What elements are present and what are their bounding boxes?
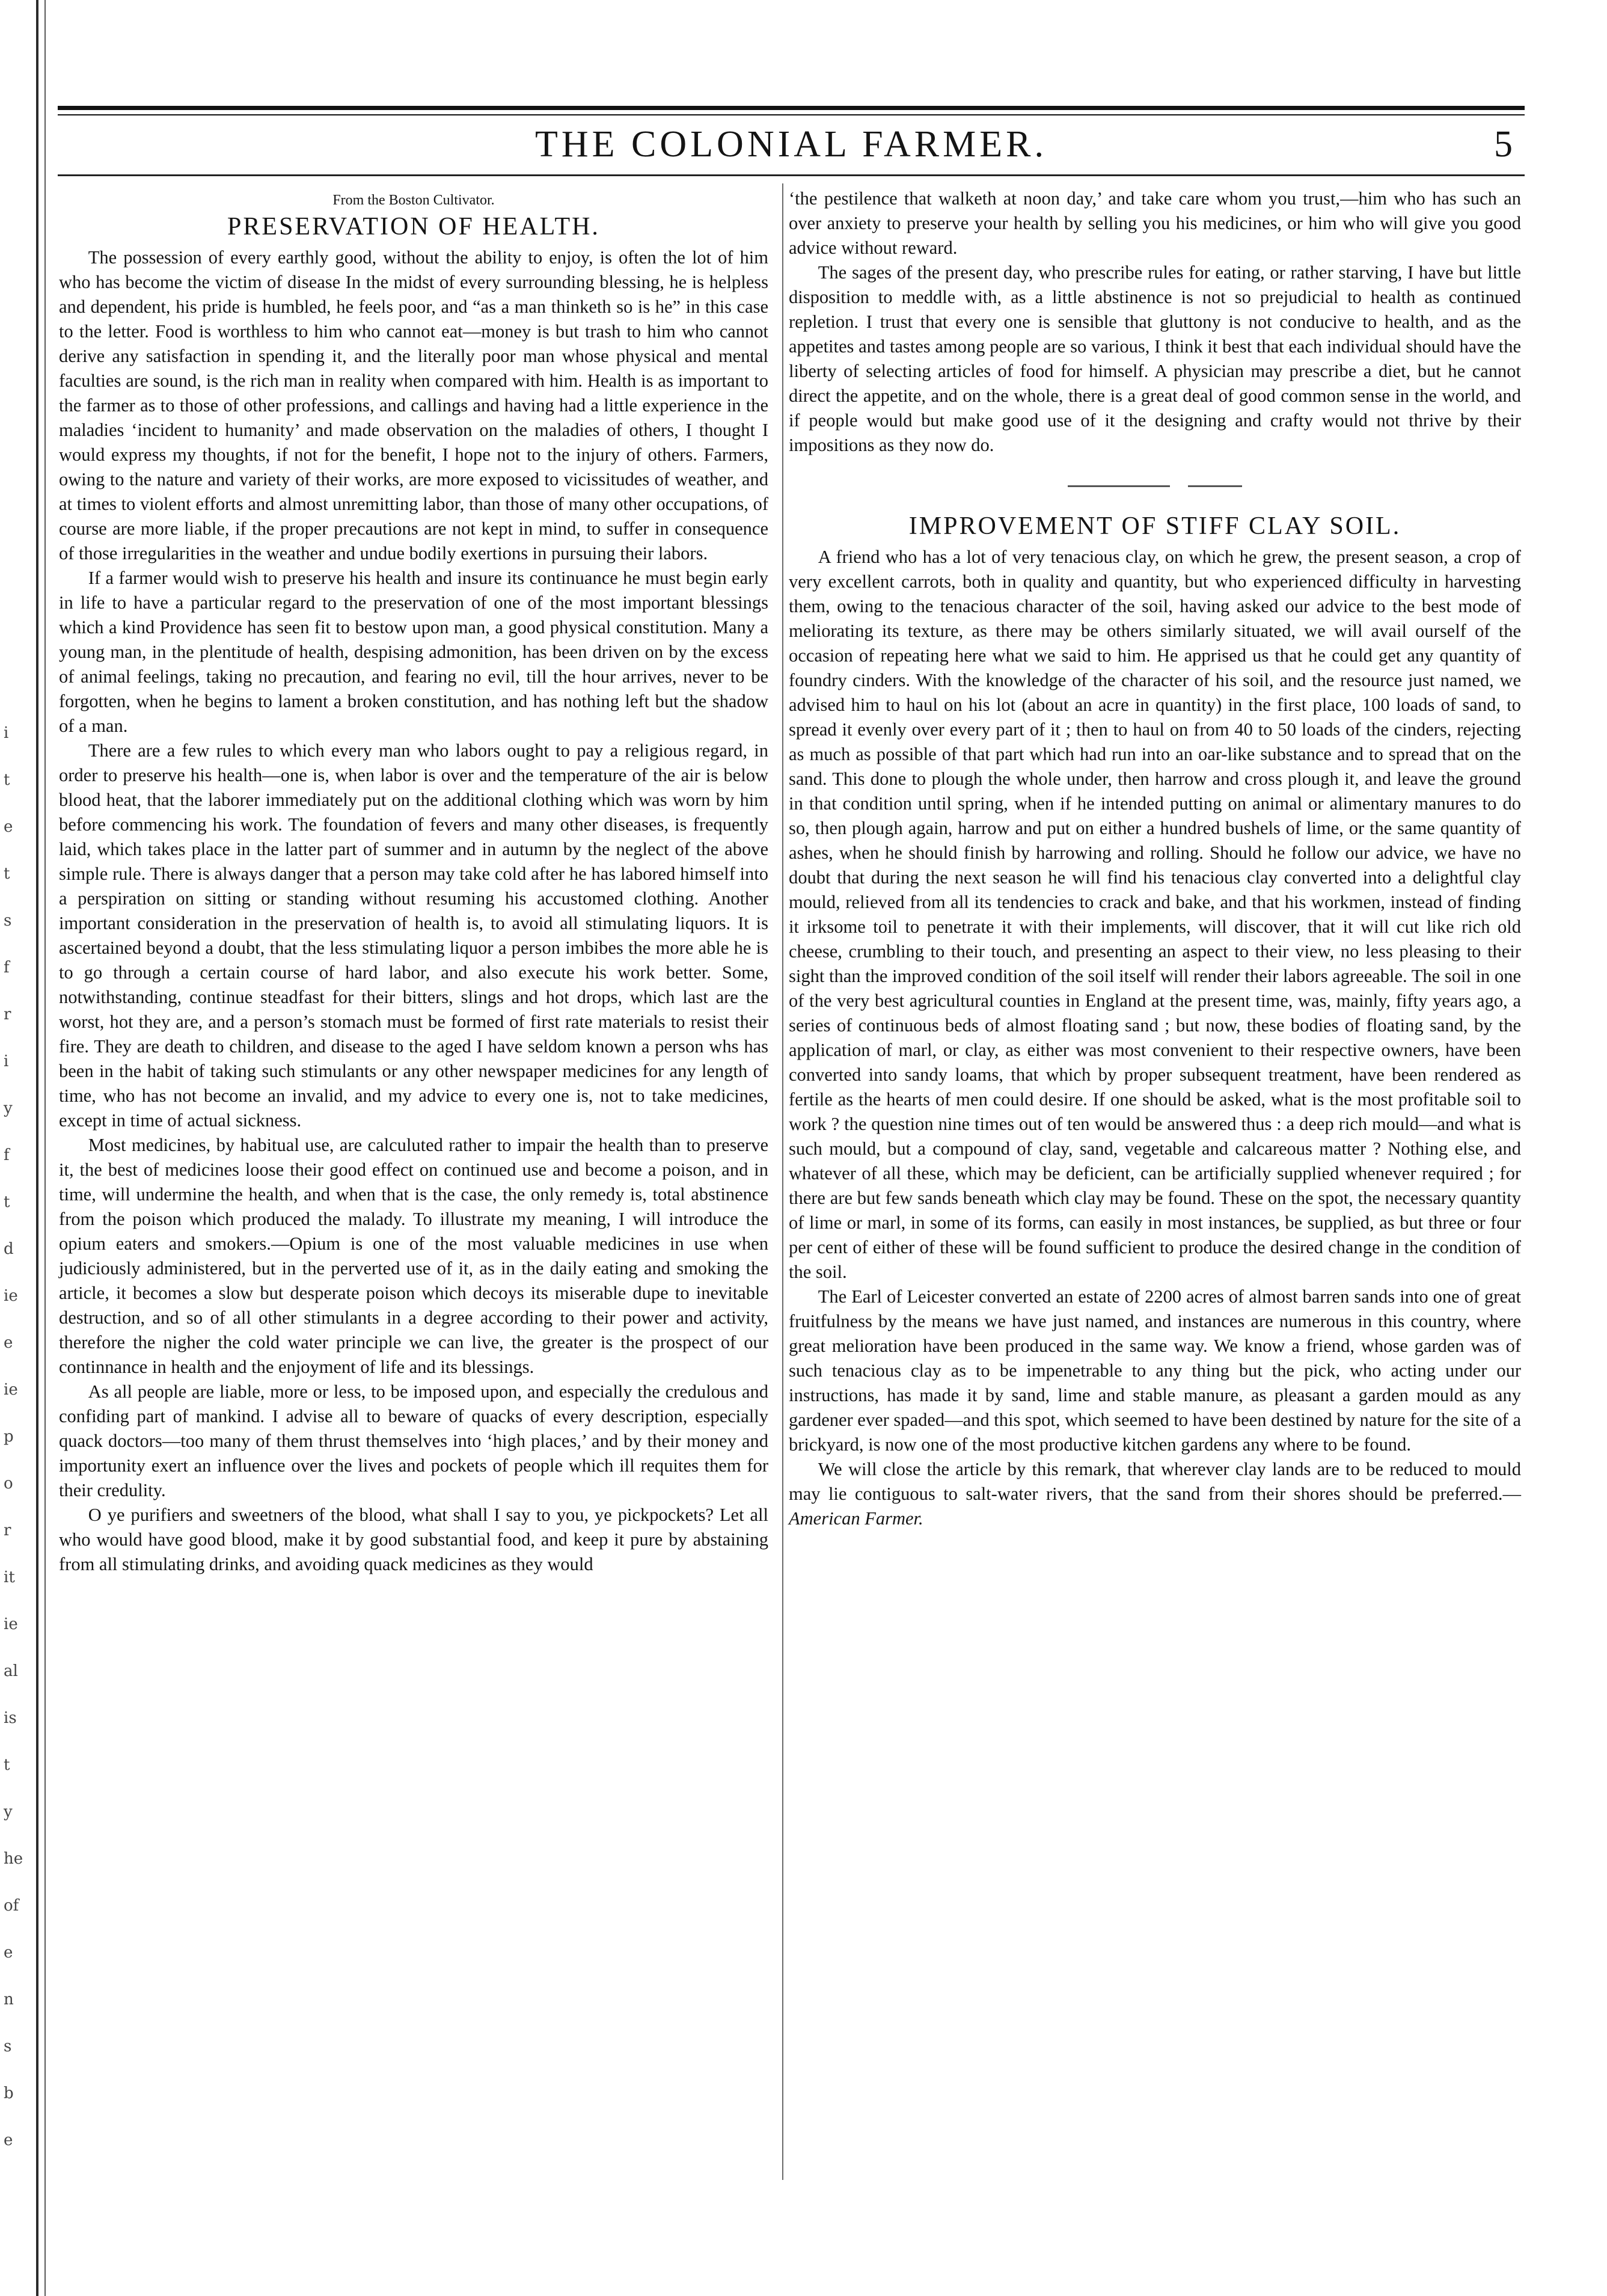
gutter-mark: al [4, 1662, 18, 1680]
running-head [58, 123, 1525, 167]
paragraph: The possession of every earthly good, without the ability to enjoy, is often the lot of him who has become the victim of disease In the midst of every surrounding blessing, he is helpless and dependent, his pride is humbled, he feels poor, and “as a man thinketh so is he” in this case to the letter. Food is worthless to him who cannot eat—money is but trash to him who cannot derive any satisfaction in spending it, and the literally poor man whose physical and mental faculties are sound, is the rich man in reality when compared with him. Health is as important to the farmer as to those of other professions, and callings and having had a little experience in the maladies ‘incident to humanity’ and made observation on the maladies of others, I thought I would express my thoughts, if not for the benefit, I hope not to the injury of others. Farmers, owing to the nature and variety of their works, are more exposed to vicissitudes of weather, and at times to violent efforts and almost unremitting labor, than those of many other occupations, of course are more liable, if the proper precautions are not kept in mind, to suffer in consequence of those irregularities in the weather and undue bodily exertions in pursuing their labors. [59, 247, 768, 563]
gutter-mark: t [4, 1193, 10, 1211]
article-heading: PRESERVATION OF HEALTH. [227, 213, 600, 241]
paragraph: There are a few rules to which every man who labors ought to pay a religious regard, in order to preserve his health—one is, when labor is over and the temperature of the air is below blood heat, that the laborer immediately put on the additional clothing which was worn by him before commencing his work. The foundation of fevers and many other diseases, is frequently laid, which takes place in the latter part of summer and in autumn by the neglect of the above simple rule. There is always danger that a person may take cold after he has labored himself into a perspiration on sitting or standing without resuming his accustomed clothing. Another important consideration in the preservation of health is, to avoid all stimulating liquors. It is ascertained beyond a doubt, that the less stimulating liquor a person imbibes the more able he is to go through a certain course of hard labor, and also execute his work better. Some, notwithstanding, continue steadfast for their bitters, slings and hot drops, which last are the worst, hot they are, and a person’s stomach must be formed of first rate materials to resist their fire. They are death to children, and disease to the aged I have seldom known a person whs has been in the habit of taking such stimulants or any other newspaper medicines for any length of time, who has not become an invalid, and my advice to every one is, not to take medicines, except in time of actual sickness. [59, 740, 768, 1131]
gutter-mark: p [4, 1428, 14, 1446]
gutter-mark: ie [4, 1287, 18, 1305]
article-source: From the Boston Cultivator. [332, 192, 495, 208]
gutter-mark: ie [4, 1381, 18, 1399]
left-column [59, 186, 768, 1577]
publication-title: THE COLONIAL FARMER. [535, 124, 1047, 165]
article-heading: IMPROVEMENT OF STIFF CLAY SOIL. [908, 512, 1401, 540]
gutter-mark: b [4, 2084, 14, 2102]
gutter-mark: d [4, 1240, 14, 1258]
gutter-mark: t [4, 865, 10, 883]
gutter-mark: i [4, 1052, 9, 1070]
gutter-mark: t [4, 1756, 10, 1774]
page-number: 5 [1494, 124, 1513, 165]
paragraph: O ye purifiers and sweetners of the blood, what shall I say to you, ye pickpockets? Let all who would have good blood, make it by good substantial food, and keep it pure by abstaining from all stimulating drinks, and avoiding quack medicines as they would [59, 1505, 768, 1574]
gutter-mark: ie [4, 1615, 18, 1633]
paragraph: Most medicines, by habitual use, are calculuted rather to impair the health than to preserve it, the best of medicines loose their good effect on continued use and become a poison, and in time, will undermine the health, and when that is the case, the only remedy is, total abstinence from the poison which produced the malady. To illustrate my meaning, I will introduce the opium eaters and smokers.—Opium is one of the most valuable medicines in use when judiciously administered, but in the perverted use of it, as in the daily eating and smoking the article, it becomes a slow but desperate poison which decoys its miserable dupe to inevitable destruction, and so of all other stimulants in a degree according to their power and activity, therefore the nigher the cold water principle we can live, the greater is the prospect of our continnance in health and the enjoyment of life and its blessings. [59, 1135, 768, 1377]
paragraph: As all people are liable, more or less, to be imposed upon, and especially the credulous and confiding part of mankind. I advise all to beware of quacks of every description, especially quack doctors—too many of them thrust themselves into ‘high places,’ and by their money and importunity exert an influence over the lives and pockets of people which ill requites them for their credulity. [59, 1381, 768, 1500]
gutter-mark: it [4, 1568, 15, 1586]
column-divider [782, 183, 783, 2180]
gutter-mark: s [4, 912, 12, 930]
gutter-marks [4, 710, 28, 2164]
closing-paragraph [789, 1457, 1521, 1531]
gutter-mark: y [4, 1803, 13, 1821]
paragraph: The sages of the present day, who prescribe rules for eating, or rather starving, I have but little disposition to meddle with, as a little abstinence is not so prejudicial to health as continued repletion. I trust that every one is sensible that gluttony is not conducive to health, and as the appetites and tastes among people are so various, I think it best that each individual should have the liberty of selecting articles of food for himself. A physician may prescribe a diet, but he cannot direct the appetite, and on the whole, there is a great deal of good common sense in the world, and if people would but make good use of it the designing and crafty would not thrive by their impositions as they now do. [789, 262, 1521, 455]
paragraph: If a farmer would wish to preserve his health and insure its continuance he must begin early in life to have a particular regard to the preservation of one of the most important blessings which a kind Providence has seen fit to bestow upon man, a good physical constitution. Many a young man, in the plentitude of health, despising admonition, has been driven on by the excess of animal feelings, taking no precaution, and fearing no evil, till the hour arrives, never to be forgotten, when he begins to lament a broken constitution, and has nothing left but the shadow of a man. [59, 568, 768, 736]
gutter-mark: e [4, 1944, 13, 1962]
top-rule [58, 106, 1525, 110]
gutter-mark: f [4, 1146, 10, 1164]
gutter-mark: t [4, 771, 10, 789]
gutter-mark: he [4, 1850, 23, 1868]
gutter-mark: o [4, 1475, 13, 1493]
gutter-mark: is [4, 1709, 17, 1727]
head-rule [58, 174, 1525, 176]
closing-text: We will close the article by this remark, that wherever clay lands are to be reduced to mould may lie contiguous to salt-water rivers, that the sand from their shores should be preferred.— [789, 1459, 1521, 1504]
gutter-mark: y [4, 1099, 13, 1117]
right-column [789, 186, 1521, 1531]
paragraph: The Earl of Leicester converted an estate of 2200 acres of almost barren sands into one of great fruitfulness by the means we have just named, and instances are numerous in this country, where great melioration have been produced in the same way. We know a friend, whose garden was of such tenacious clay as to be impenetrable to any thing but the pick, who acting under our instructions, has made it by sand, lime and stable manure, as pleasant a garden mould as any gardener ever spaded—and this spot, which seemed to have been destined by nature for the site of a brickyard, is now one of the most productive kitchen gardens any where to be found. [789, 1286, 1521, 1455]
gutter-mark: e [4, 818, 13, 836]
gutter-mark: r [4, 1521, 11, 1539]
continued-paragraph: ‘the pestilence that walketh at noon day,’ and take care whom you trust,—him who has such an over anxiety to preserve your health by selling you his medicines, or him who will give you good advice without reward. [789, 188, 1521, 258]
binding-rule-inner [44, 0, 46, 2296]
top-rule-thin [58, 114, 1525, 115]
source-signoff: American Farmer. [789, 1508, 923, 1529]
gutter-mark: s [4, 2037, 12, 2055]
gutter-mark: e [4, 2131, 13, 2149]
gutter-mark: e [4, 1334, 13, 1352]
gutter-mark: n [4, 1991, 14, 2009]
binding-rule [36, 0, 38, 2296]
section-separator [789, 485, 1521, 487]
paragraph: A friend who has a lot of very tenacious clay, on which he grew, the present season, a crop of very excellent carrots, both in quality and quantity, but who experienced difficulty in harvesting them, owing to the tenacious character of the soil, having asked our advice to the best mode of meliorating its texture, as there may be others similarly situated, we will avail ourself of the occasion of repeating here what we said to him. He apprised us that he could get any quantity of foundry cinders. With the knowledge of the character of his soil, and the resource just named, we advised him to haul on his lot (about an acre in quantity) in the first place, 100 loads of sand, to spread it evenly over every part of it ; then to haul on from 40 to 50 loads of the cinders, rejecting as much as possible of that part which had run into an oar-like substance and to spread that on the sand. This done to plough the whole under, then harrow and cross plough it, and leave the ground in that condition until spring, when if he intended putting on animal or alimentary manures to do so, then plough again, harrow and put on either a hundred bushels of lime, or the same quantity of ashes, when he should finish by harrowing and rolling. Should he follow our advice, we have no doubt that during the next season he will find his tenacious clay converted into a delightful clay mould, relieved from all its tendencies to crack and bake, and that his workmen, instead of finding it irksome toil to penetrate it with their implements, will discover, that it will cut like rich old cheese, crumbling to their touch, and presenting an aspect to their view, no less pleasing to their sight than the improved condition of the soil itself will render their labors agreeable. The soil in one of the very best agricultural counties in England at the present time, was, mainly, fifty years ago, a series of continuous beds of almost floating sand ; but now, these bodies of floating sand, by the application of marl, or clay, as either was most convenient to their respective owners, have been converted into sandy loams, that which by proper subsequent treatment, have been rendered as fertile as the hearts of men could desire. If one should be asked, what is the most profitable soil to work ? the question nine times out of ten would be answered thus : a deep rich mould—and what is such mould, but a compound of clay, sand, vegetable and calcareous matter ? Nothing else, and whatever of all these, which may be deficient, can be artificially supplied whenever required ; for there are but few sands beneath which clay may be found. These on the spot, the necessary quantity of lime or marl, in some of its forms, can easily in most instances, be supplied, as but three or four per cent of either of these will be found sufficient to produce the desired change in the condition of the soil. [789, 547, 1521, 1282]
gutter-mark: f [4, 959, 10, 977]
gutter-mark: of [4, 1897, 19, 1915]
gutter-mark: i [4, 724, 9, 742]
gutter-mark: r [4, 1005, 11, 1024]
